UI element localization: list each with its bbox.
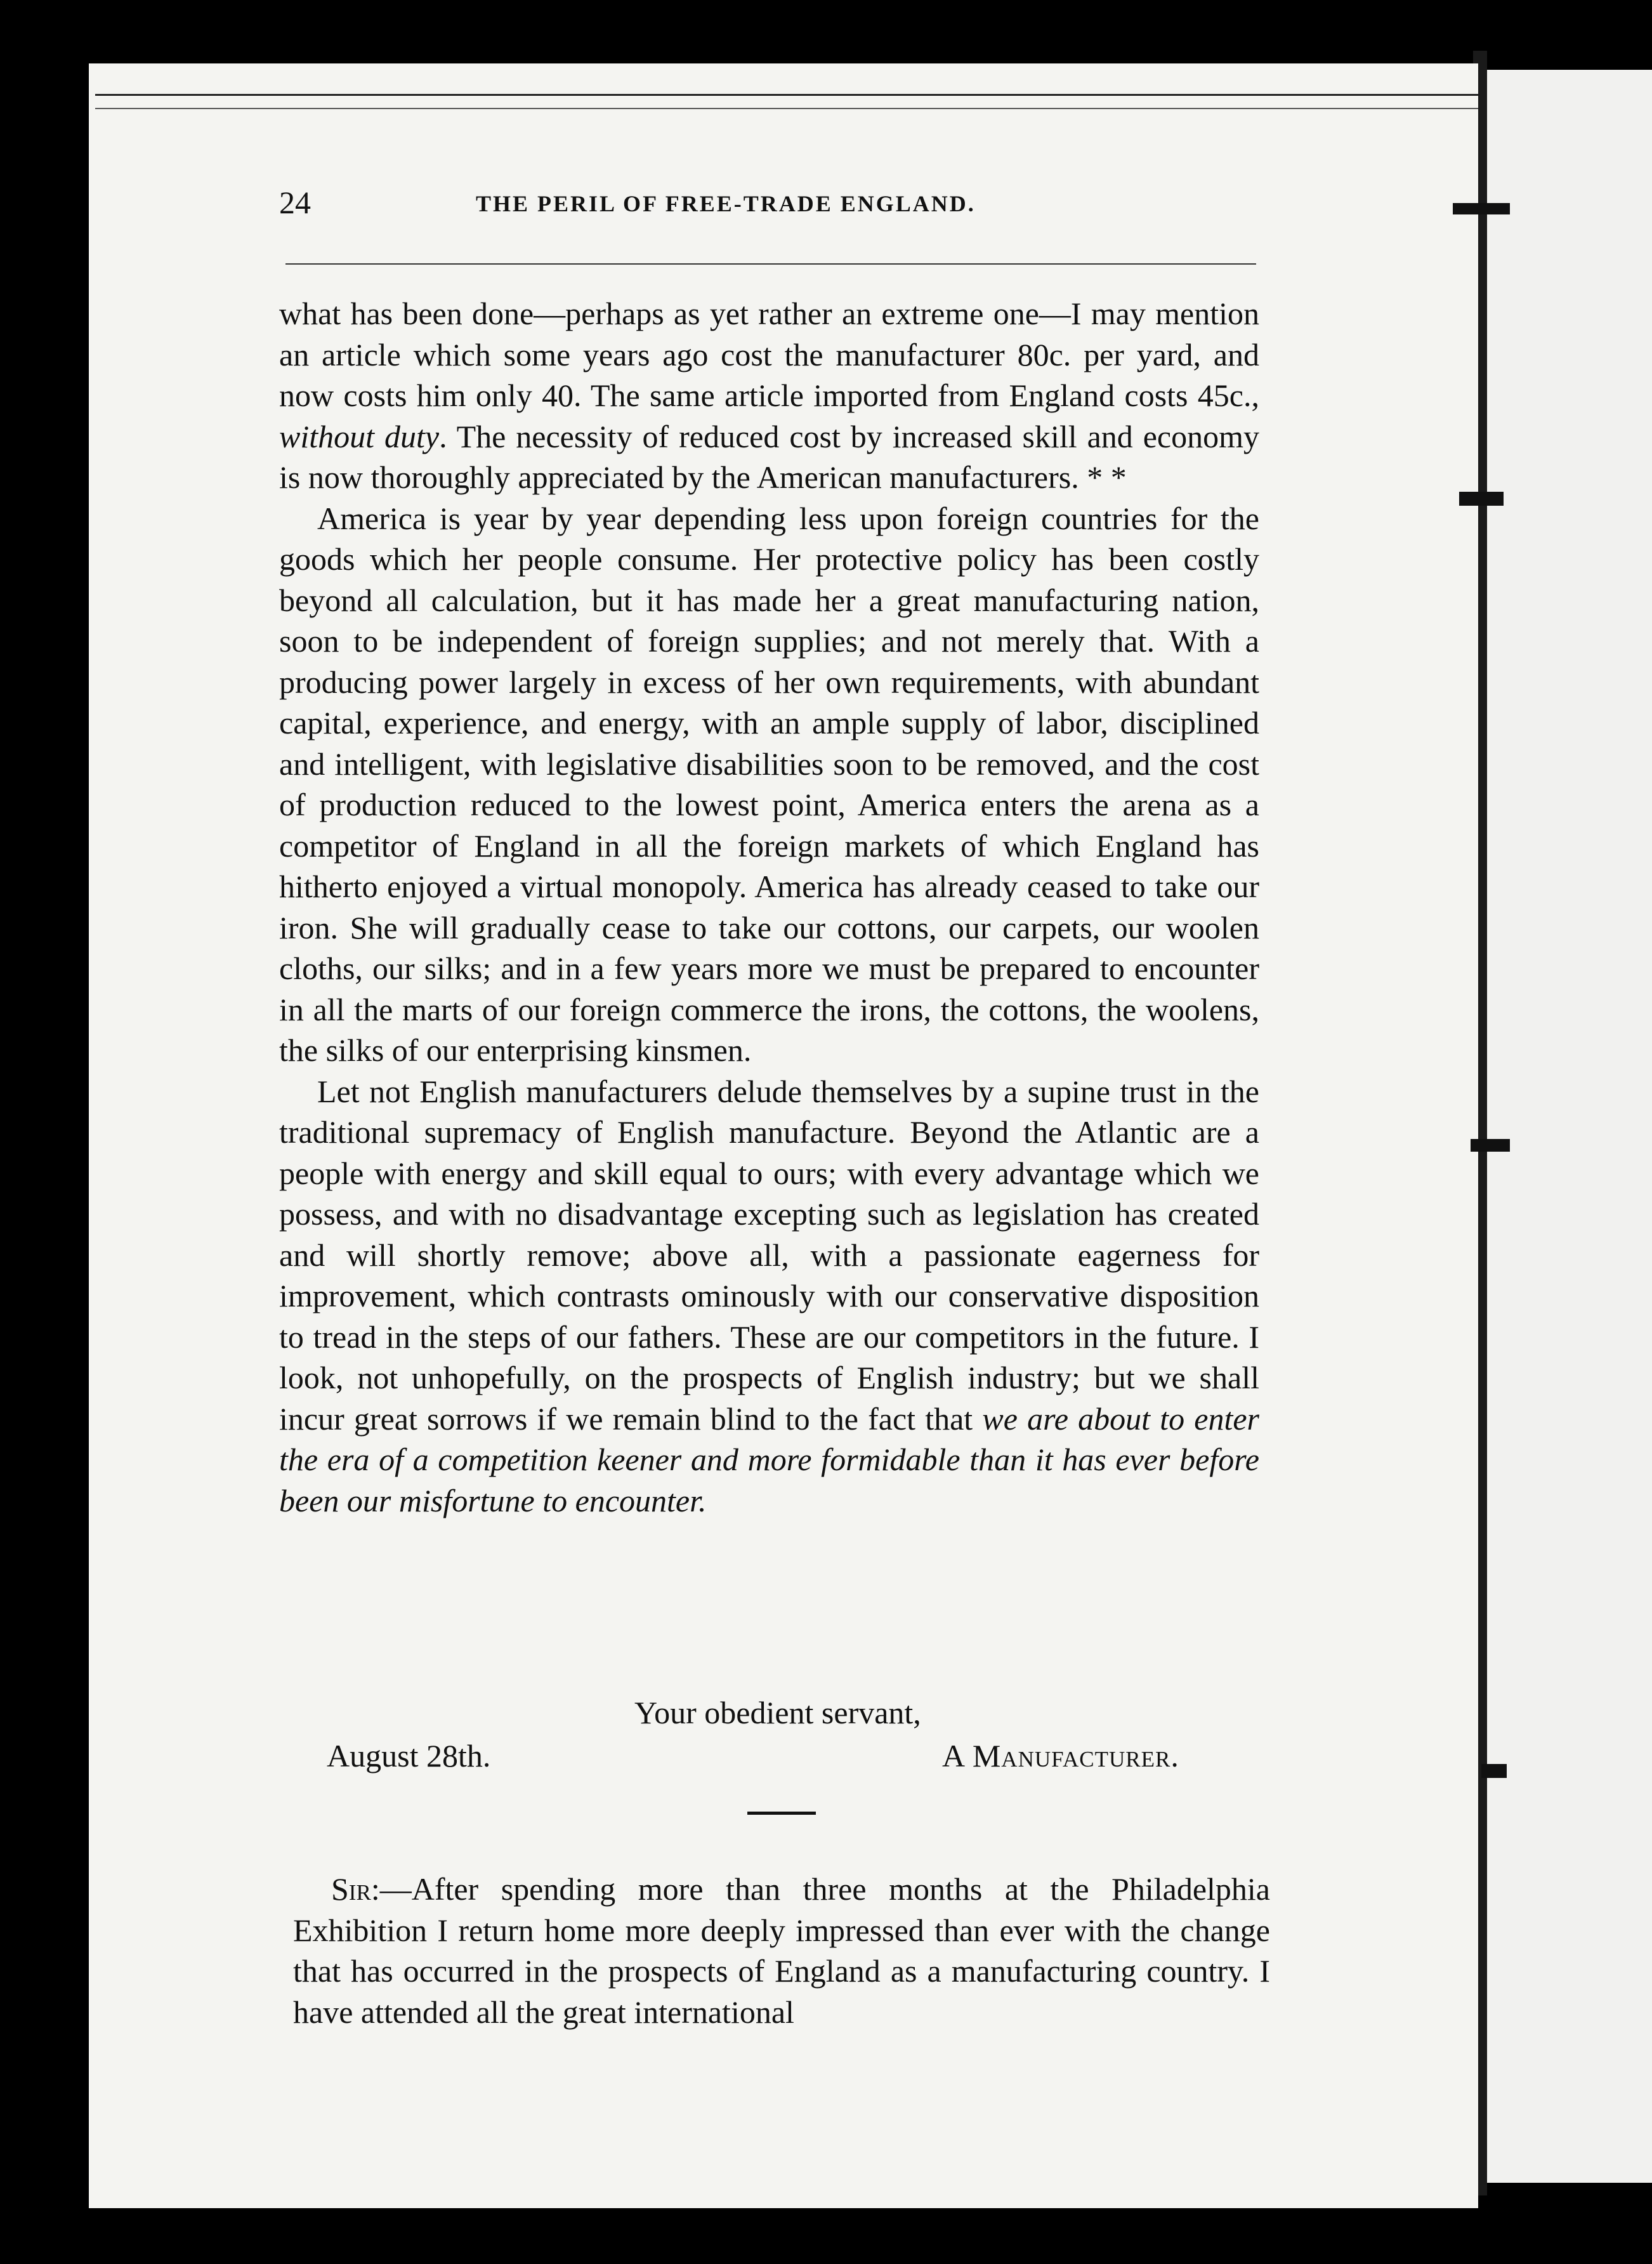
- letter-date: August 28th.: [327, 1738, 491, 1774]
- page-edge-line: [95, 94, 1478, 96]
- paragraph: [279, 293, 1259, 498]
- letter-text: [293, 1869, 1270, 2032]
- binding-clip: [1471, 1139, 1510, 1152]
- page-number: 24: [279, 185, 311, 220]
- paragraph-text: Let not English manufacturers delude themselves by a supine trust in the traditional supremacy of English manufacture. Beyond the Atlantic are a people with energy and skill equal to ours; with every advantage which we possess, and with no disadvantage excepting such as legislation has created and will shortly remove; above all, with a passionate eagerness for improvement, which contrasts ominously with our conservative disposition to tread in the steps of our fathers. These are our competitors in the future. I look, not unhopefully, on the prospects of English industry; but we shall incur great sorrows if we remain blind to the fact that: [279, 1073, 1259, 1437]
- running-title: THE PERIL OF FREE-TRADE ENGLAND.: [476, 191, 976, 216]
- paragraph-text: what has been done—perhaps as yet rather an extreme one—I may mention an article which some years ago cost the manufacturer 80c. per yard, and now costs him only 40. The same article imported from England costs 45c.,: [279, 296, 1259, 413]
- header-rule: [285, 263, 1256, 265]
- paragraph-text: :—After spending more than three months at the Philadelphia Exhibition I return home more deeply impressed than ever with the change that has occurred in the prospects of England as a manufacturing country. I have attended all the great international: [293, 1871, 1270, 2030]
- italic-text: we are about to enter the era of a competition keener and more formidable than it has ever before been our misfortune to encounter.: [279, 1400, 1259, 1518]
- binding-clip: [1459, 492, 1504, 506]
- page-edge-line-secondary: [95, 108, 1478, 109]
- body-text: [279, 293, 1259, 1521]
- binding-clip: [1453, 203, 1510, 214]
- paragraph: [293, 1869, 1270, 2032]
- closing-salutation: Your obedient servant,: [634, 1695, 921, 1730]
- letter-salutation: Sir: [331, 1871, 371, 1907]
- binding-clip: [1481, 1764, 1507, 1778]
- paragraph: America is year by year depending less upon foreign countries for the goods which her people consume. Her protective policy has been costly beyond all calculation, but it has made her a great manufacturing nation, soon to be independent of foreign supplies; and not merely that. With a producing power largely in excess of her own requirements, with abundant capital, experience, and energy, with an ample supply of labor, disciplined and intelligent, with legislative disabilities soon to be removed, and the cost of production reduced to the lowest point, America enters the arena as a competitor of England in all the foreign markets of which England has hitherto enjoyed a virtual monopoly. America has already ceased to take our iron. She will gradually cease to take our cottons, our carpets, our woolen cloths, our silks; and in a few years more we must be prepared to encounter in all the marts of our foreign commerce the irons, the cottons, the woolens, the silks of our enterprising kinsmen.: [279, 500, 1259, 1068]
- italic-text: without duty: [279, 418, 440, 454]
- paragraph: [279, 1071, 1259, 1522]
- running-head: [279, 184, 1262, 235]
- adjacent-page: [1485, 70, 1652, 2183]
- signature: A Manufacturer.: [942, 1738, 1179, 1774]
- section-divider: [747, 1812, 816, 1815]
- paragraph-text: . The necessity of reduced cost by increased skill and economy is now thoroughly appreciated by the American manufacturers. * *: [279, 418, 1259, 495]
